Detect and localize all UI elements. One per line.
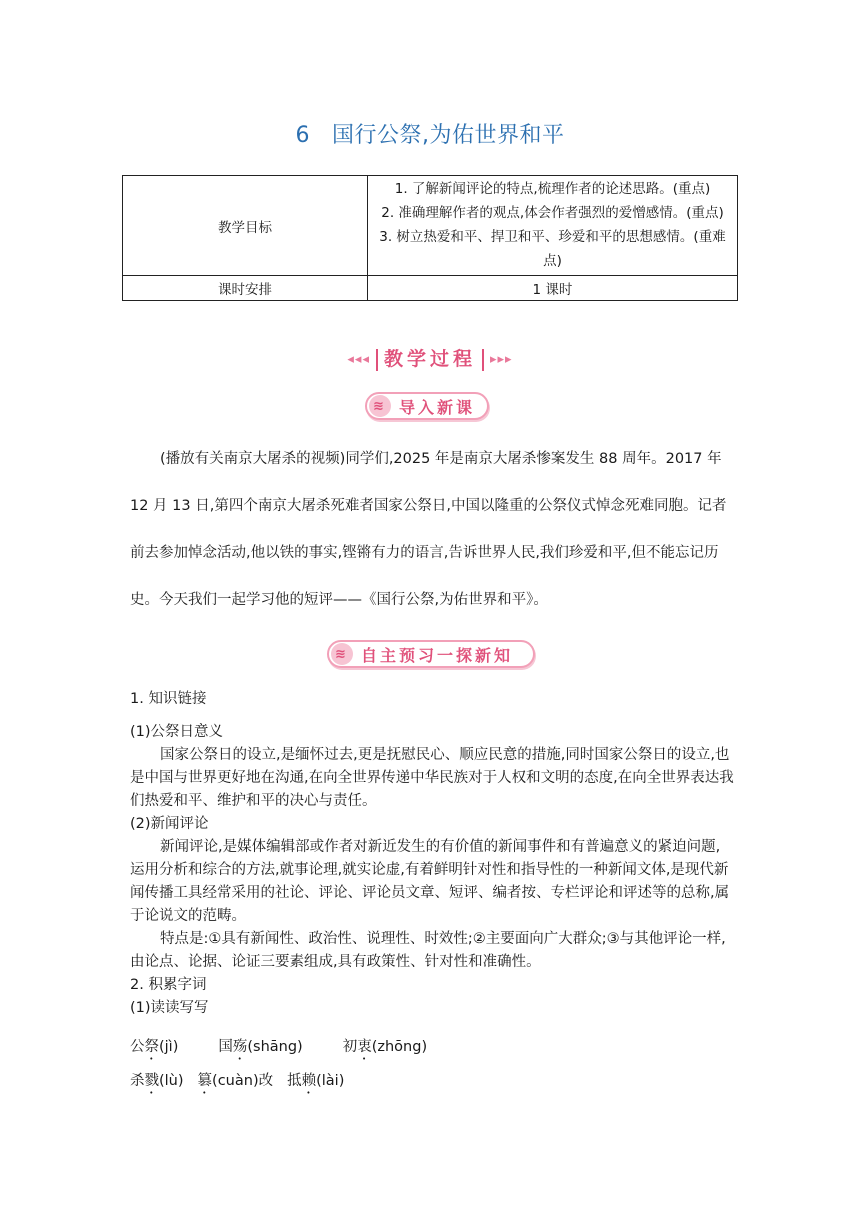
goals-row: [123, 176, 738, 276]
banner-title: 教学过程: [383, 348, 476, 370]
paragraph-memorial: 国家公祭日的设立,是缅怀过去,更是抚慰民心、顺应民意的措施,同时国家公祭日的设立,也是中国与世界更好地在沟通,在向全世界传递中华民族对于人权和文明的态度,在向全世界表达我们热爱和平、维护和平的决心与责任。: [130, 747, 734, 809]
pill-label: 导入新课: [399, 397, 476, 417]
vocab-list: [130, 1030, 734, 1098]
vocab-word: 篡(cuàn)改: [197, 1073, 274, 1089]
vocab-word: 抵赖(lài): [287, 1073, 345, 1089]
goals-label: 教学目标: [123, 176, 368, 276]
preview-content: [130, 688, 734, 1098]
goal-item: 3. 树立热爱和平、捍卫和平、珍爱和平的思想感情。(重难点): [379, 229, 726, 269]
left-arrows-icon: ◂◂◂: [347, 352, 370, 367]
hours-value: 1 课时: [368, 276, 738, 301]
goal-item: 2. 准确理解作者的观点,体会作者强烈的爱憎感情。(重点): [381, 205, 724, 221]
paragraph-news-commentary: 新闻评论,是媒体编辑部或作者对新近发生的有价值的新闻事件和有普遍意义的紧迫问题,运用分析和综合的方法,就事论理,就实论虚,有着鲜明针对性和指导性的一种新闻文体,是现代新闻传播工具经常采用的社论、评论、评论员文章、短评、编者按、专栏评论和评述等的总称,属于论说文的范畴。: [130, 839, 730, 924]
heading-knowledge: 1. 知识链接: [130, 691, 207, 707]
wave-icon: ≋: [369, 395, 391, 417]
heading-memorial-meaning: (1)公祭日意义: [130, 724, 224, 740]
vocab-word: 初衷(zhōng): [342, 1039, 428, 1055]
vocab-word: 国殇(shāng): [218, 1039, 303, 1055]
right-arrows-icon: ▸▸▸: [490, 352, 513, 367]
hours-row: [123, 276, 738, 301]
heading-read-write: (1)读读写写: [130, 1000, 209, 1016]
wave-icon: ≋: [331, 643, 353, 665]
intro-text: (播放有关南京大屠杀的视频)同学们,2025 年是南京大屠杀惨案发生 88 周年。2017 年 12 月 13 日,第四个南京大屠杀死难者国家公祭日,中国以隆重的公祭仪式悼念死难同胞。记者前去参加悼念活动,他以铁的事实,铿锵有力的语言,告诉世界人民,我们珍爱和平,但不能忘记历史。今天我们一起学习他的短评——《国行公祭,为佑世界和平》。: [130, 451, 727, 608]
banner-divider: [482, 349, 484, 371]
heading-news-commentary: (2)新闻评论: [130, 816, 209, 832]
page-title: [0, 118, 860, 149]
banner-divider: [376, 349, 378, 371]
vocab-row: [130, 1064, 734, 1098]
goals-list: [368, 176, 738, 276]
pill-label: 自主预习一探新知: [361, 645, 514, 665]
teaching-process-banner: [0, 344, 860, 371]
teaching-goals-table: [122, 175, 738, 301]
lesson-title: 国行公祭,为佑世界和平: [332, 123, 565, 148]
paragraph-features: 特点是:①具有新闻性、政治性、说理性、时效性;②主要面向广大群众;③与其他评论一样,由论点、论据、论证三要素组成,具有政策性、针对性和准确性。: [130, 931, 726, 970]
hours-label: 课时安排: [123, 276, 368, 301]
heading-vocabulary: 2. 积累字词: [130, 977, 207, 993]
goal-item: 1. 了解新闻评论的特点,梳理作者的论述思路。(重点): [394, 181, 711, 197]
lesson-number: 6: [295, 123, 310, 148]
vocab-word: 公祭(jì): [130, 1039, 179, 1055]
section-pill-preview: [327, 640, 535, 668]
vocab-row: [130, 1030, 734, 1064]
intro-paragraph: [130, 436, 730, 624]
vocab-word: 杀戮(lù): [130, 1073, 184, 1089]
section-pill-intro: [365, 392, 489, 420]
